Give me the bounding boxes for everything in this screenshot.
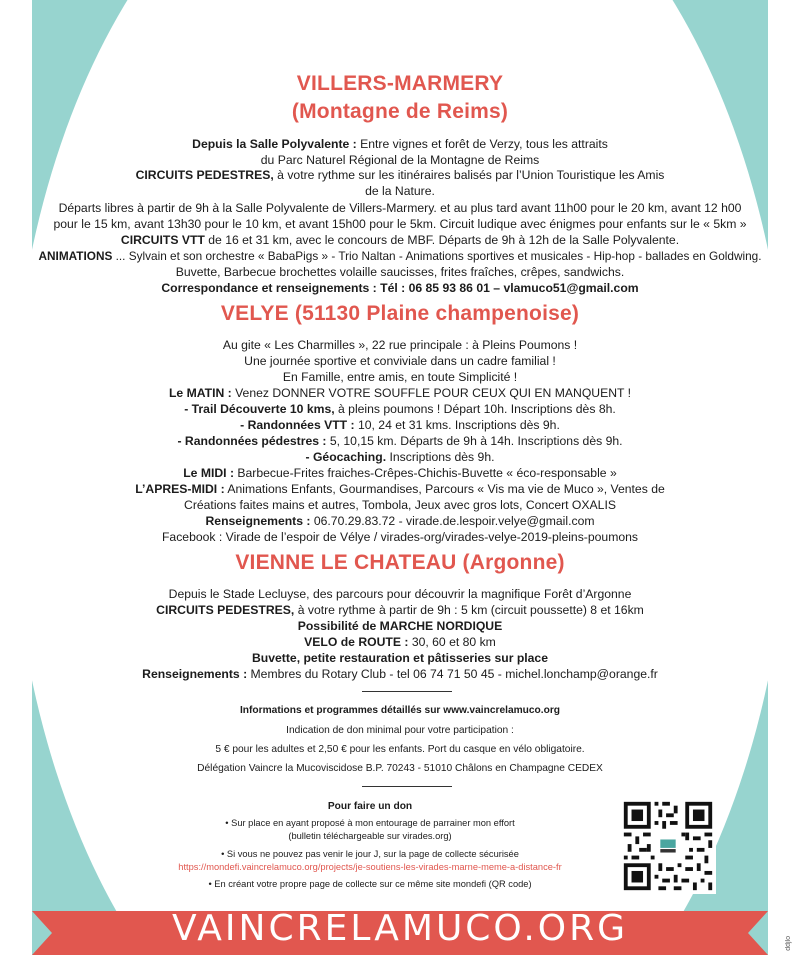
info-line-3: 5 € pour les adultes et 2,50 € pour les enfants. Port du casque en vélo obligatoire. — [215, 744, 585, 755]
villers-line-4: de la Nature. — [365, 184, 435, 198]
vienne-line-4: VELO de ROUTE : 30, 60 et 80 km — [304, 635, 496, 649]
website-banner-text[interactable]: VAINCRELAMUCO.ORG — [171, 908, 629, 949]
don-line-3: • Si vous ne pouvez pas venir le jour J, sur la page de collecte sécurisée — [221, 849, 519, 859]
don-title: Pour faire un don — [327, 801, 413, 812]
vienne-title: VIENNE LE CHATEAU (Argonne) — [235, 551, 565, 574]
velye-line-7: - Randonnées pédestres : 5, 10,15 km. Départs de 9h à 14h. Inscriptions dès 9h. — [177, 434, 623, 448]
don-line-1: • Sur place en ayant proposé à mon entourage de parrainer mon effort — [225, 818, 515, 828]
velye-line-11: Créations faites mains et autres, Tombola, Jeux avec gros lots, Concert OXALIS — [184, 498, 616, 512]
don-link[interactable]: https://mondefi.vaincrelamuco.org/projects/je-soutiens-les-virades-marne-meme-a-distance-fr — [178, 862, 562, 872]
velye-line-12: Renseignements : 06.70.29.83.72 - virade.de.lespoir.velye@gmail.com — [205, 514, 595, 528]
qr-code-graphic — [620, 798, 716, 894]
vienne-line-5: Buvette, petite restauration et pâtisseries sur place — [252, 651, 548, 665]
villers-contact: Correspondance et renseignements : Tél : 06 85 93 86 01 – vlamuco51@gmail.com — [161, 281, 639, 295]
villers-line-6: pour le 15 km, avant 13h30 pour le 10 km, et avant 15h00 pour le 5km. Circuit ludique avec énigmes pour enfants sur le « 5km » — [53, 217, 747, 231]
info-line-1: Informations et programmes détaillés sur www.vaincrelamuco.org — [239, 705, 561, 716]
info-line-4: Délégation Vaincre la Mucoviscidose B.P. 70243 - 51010 Châlons en Champagne CEDEX — [197, 763, 603, 774]
villers-line-9: Buvette, Barbecue brochettes volaille saucisses, frites fraîches, crêpes, sandwichs. — [175, 265, 625, 279]
vienne-line-2: CIRCUITS PEDESTRES, à votre rythme à partir de 9h : 5 km (circuit poussette) 8 et 16km — [156, 603, 644, 617]
villers-line-8: ANIMATIONS ... Sylvain et son orchestre « BabaPigs » - Trio Naltan - Animations sportives et musicales - Hip-hop - ballades en Goldwing. — [38, 249, 762, 263]
separator-1 — [362, 691, 452, 692]
qr-code[interactable] — [620, 798, 716, 894]
villers-line-3: CIRCUITS PEDESTRES, à votre rythme sur les itinéraires balisés par l’Union Touristique les Amis — [135, 168, 665, 182]
velye-line-6: - Randonnées VTT : 10, 24 et 31 kms. Inscriptions dès 9h. — [240, 418, 560, 432]
info-line-2: Indication de don minimal pour votre participation : — [286, 725, 514, 736]
separator-2 — [362, 786, 452, 787]
velye-title: VELYE (51130 Plaine champenoise) — [220, 302, 580, 325]
vienne-line-6: Renseignements : Membres du Rotary Club - tel 06 74 71 50 45 - michel.lonchamp@orange.fr — [142, 667, 658, 681]
velye-line-8: - Géocaching. Inscriptions dès 9h. — [305, 450, 495, 464]
don-line-2: (bulletin téléchargeable sur virades.org) — [288, 831, 452, 841]
velye-line-3: En Famille, entre amis, en toute Simplicité ! — [282, 370, 518, 384]
don-line-5: • En créant votre propre page de collecte sur ce même site mondefi (QR code) — [208, 879, 532, 889]
villers-line-1: Depuis la Salle Polyvalente : Entre vignes et forêt de Verzy, tous les attraits — [192, 137, 608, 151]
bottom-banner — [32, 903, 768, 955]
villers-line-7: CIRCUITS VTT de 16 et 31 km, avec le concours de MBF. Départs de 9h à 12h de la Salle Polyvalente. — [120, 233, 680, 247]
side-mark: ddjlo — [785, 936, 792, 951]
vienne-line-3: Possibilité de MARCHE NORDIQUE — [297, 619, 503, 633]
velye-line-9: Le MIDI : Barbecue-Frites fraiches-Crêpes-Chichis-Buvette « éco-responsable » — [183, 466, 617, 480]
velye-line-2: Une journée sportive et conviviale dans un cadre familial ! — [244, 354, 556, 368]
velye-line-5: - Trail Découverte 10 kms, à pleins poumons ! Départ 10h. Inscriptions dès 8h. — [184, 402, 616, 416]
velye-line-13: Facebook : Virade de l’espoir de Vélye / virades-org/virades-velye-2019-pleins-poumons — [161, 530, 638, 544]
villers-line-2: du Parc Naturel Régional de la Montagne de Reims — [260, 153, 540, 167]
villers-line-5: Départs libres à partir de 9h à la Salle Polyvalente de Villers-Marmery. et au plus tard avant 11h00 pour le 20 km, avant 12 h00 — [58, 201, 742, 215]
vienne-line-1: Depuis le Stade Lecluyse, des parcours pour découvrir la magnifique Forêt d’Argonne — [168, 587, 632, 601]
villers-title: VILLERS-MARMERY — [296, 72, 504, 95]
velye-line-4: Le MATIN : Venez DONNER VOTRE SOUFFLE POUR CEUX QUI EN MANQUENT ! — [168, 386, 632, 400]
velye-line-1: Au gite « Les Charmilles », 22 rue principale : à Pleins Poumons ! — [222, 338, 578, 352]
villers-subtitle: (Montagne de Reims) — [291, 100, 509, 123]
velye-line-10: L’APRES-MIDI : Animations Enfants, Gourmandises, Parcours « Vis ma vie de Muco », Ventes de — [135, 482, 665, 496]
